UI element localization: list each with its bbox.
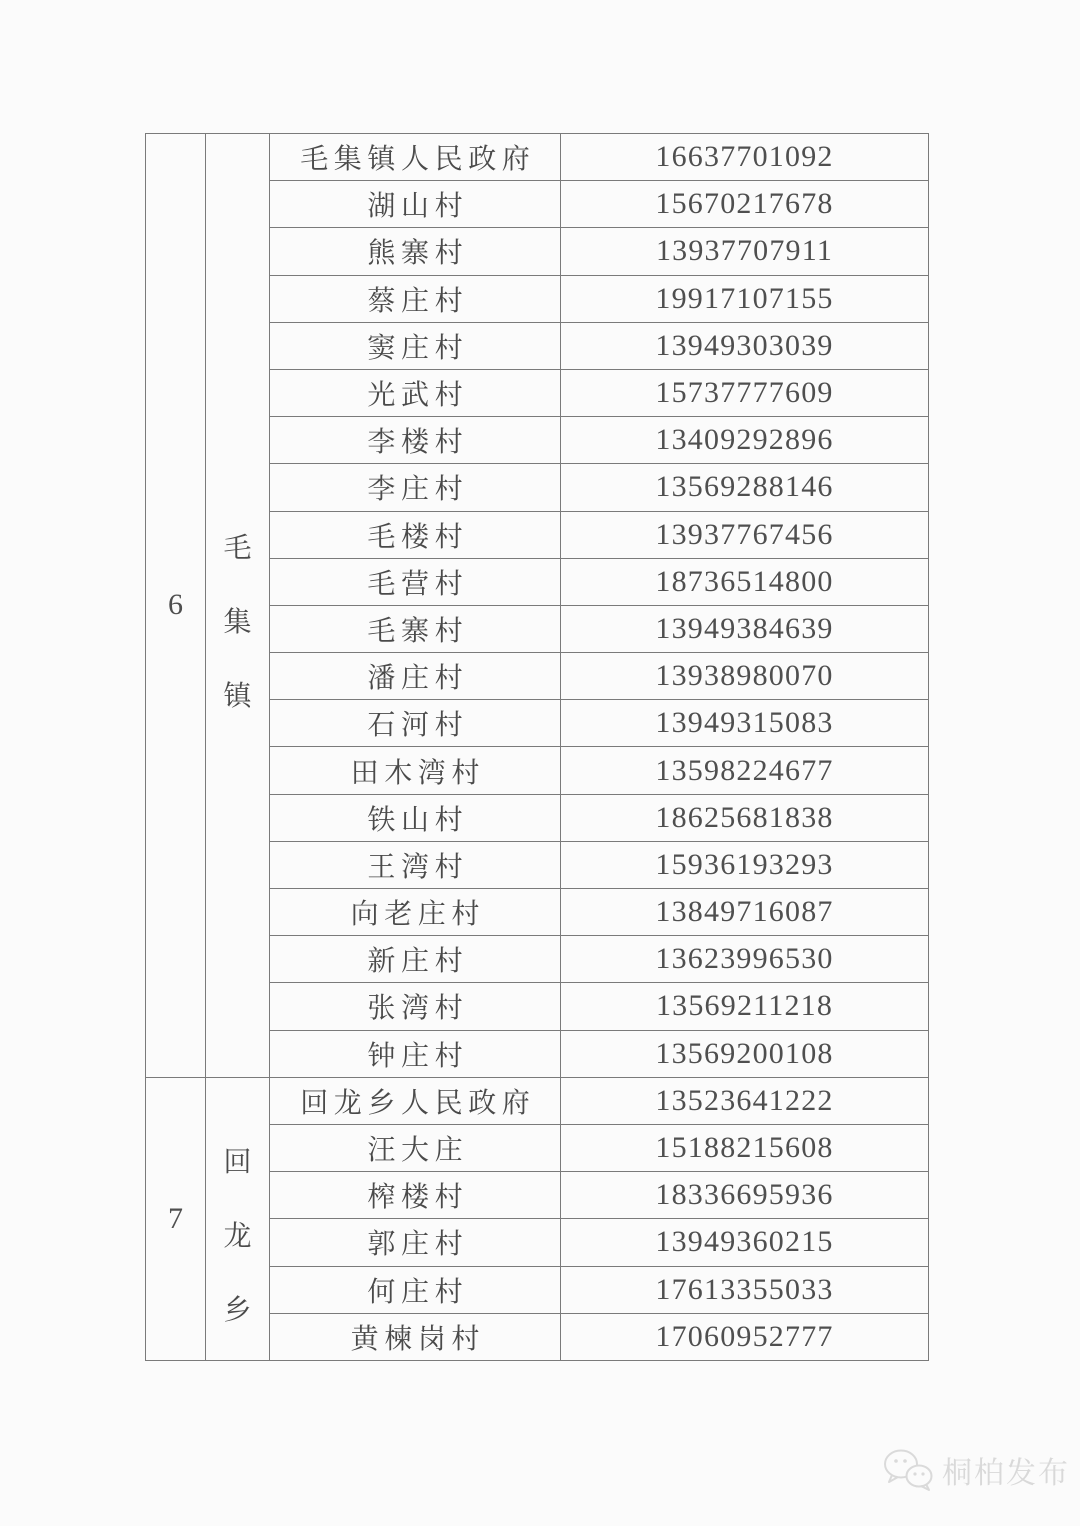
phone-cell: 18336695936 xyxy=(561,1172,929,1219)
phone-cell: 13623996530 xyxy=(561,936,929,983)
village-name-cell: 李庄村 xyxy=(270,464,561,511)
village-name-cell: 榨楼村 xyxy=(270,1172,561,1219)
watermark-label: 桐柏发布 xyxy=(942,1457,1070,1490)
phone-cell: 13598224677 xyxy=(561,747,929,794)
township-char: 回 xyxy=(223,1146,252,1178)
village-name-cell: 向老庄村 xyxy=(270,889,561,936)
phone-cell: 19917107155 xyxy=(561,275,929,322)
township-cell xyxy=(206,134,270,1078)
wechat-icon xyxy=(882,1448,934,1492)
village-name-cell: 铁山村 xyxy=(270,794,561,841)
phone-cell: 15936193293 xyxy=(561,841,929,888)
watermark xyxy=(882,1448,1070,1492)
section-index-cell: 6 xyxy=(146,134,206,1078)
phone-cell: 13949384639 xyxy=(561,605,929,652)
village-name-cell: 回龙乡人民政府 xyxy=(270,1077,561,1124)
village-name-cell: 湖山村 xyxy=(270,181,561,228)
township-char: 集 xyxy=(223,607,252,639)
township-char: 镇 xyxy=(223,681,252,713)
village-name-cell: 潘庄村 xyxy=(270,653,561,700)
village-name-cell: 熊寨村 xyxy=(270,228,561,275)
village-name-cell: 钟庄村 xyxy=(270,1030,561,1077)
village-name-cell: 王湾村 xyxy=(270,841,561,888)
phone-cell: 13949360215 xyxy=(561,1219,929,1266)
township-vertical-label xyxy=(206,535,269,711)
section-index-cell: 7 xyxy=(146,1077,206,1360)
phone-cell: 15737777609 xyxy=(561,369,929,416)
phone-cell: 15188215608 xyxy=(561,1124,929,1171)
phone-cell: 15670217678 xyxy=(561,181,929,228)
phone-cell: 13949303039 xyxy=(561,322,929,369)
table-row xyxy=(146,1077,929,1124)
phone-cell: 13937707911 xyxy=(561,228,929,275)
village-name-cell: 蔡庄村 xyxy=(270,275,561,322)
contact-table xyxy=(145,133,929,1361)
village-name-cell: 郭庄村 xyxy=(270,1219,561,1266)
township-char: 龙 xyxy=(223,1220,252,1252)
phone-cell: 13569288146 xyxy=(561,464,929,511)
phone-cell: 13569200108 xyxy=(561,1030,929,1077)
village-name-cell: 窦庄村 xyxy=(270,322,561,369)
phone-cell: 17060952777 xyxy=(561,1313,929,1360)
village-name-cell: 毛集镇人民政府 xyxy=(270,134,561,181)
township-vertical-label xyxy=(206,1146,269,1326)
phone-cell: 13949315083 xyxy=(561,700,929,747)
phone-cell: 13937767456 xyxy=(561,511,929,558)
village-name-cell: 张湾村 xyxy=(270,983,561,1030)
village-name-cell: 汪大庄 xyxy=(270,1124,561,1171)
village-name-cell: 毛楼村 xyxy=(270,511,561,558)
village-name-cell: 田木湾村 xyxy=(270,747,561,794)
phone-cell: 17613355033 xyxy=(561,1266,929,1313)
village-name-cell: 毛寨村 xyxy=(270,605,561,652)
phone-cell: 13849716087 xyxy=(561,889,929,936)
village-name-cell: 何庄村 xyxy=(270,1266,561,1313)
phone-cell: 13523641222 xyxy=(561,1077,929,1124)
phone-cell: 13569211218 xyxy=(561,983,929,1030)
table-row xyxy=(146,134,929,181)
contact-table-container xyxy=(145,133,929,1361)
village-name-cell: 新庄村 xyxy=(270,936,561,983)
phone-cell: 13938980070 xyxy=(561,653,929,700)
township-char: 乡 xyxy=(223,1294,252,1326)
village-name-cell: 光武村 xyxy=(270,369,561,416)
township-cell xyxy=(206,1077,270,1360)
village-name-cell: 石河村 xyxy=(270,700,561,747)
phone-cell: 18736514800 xyxy=(561,558,929,605)
phone-cell: 18625681838 xyxy=(561,794,929,841)
village-name-cell: 李楼村 xyxy=(270,417,561,464)
village-name-cell: 黄楝岗村 xyxy=(270,1313,561,1360)
township-char: 毛 xyxy=(223,533,252,565)
phone-cell: 13409292896 xyxy=(561,417,929,464)
phone-cell: 16637701092 xyxy=(561,134,929,181)
contact-table-body xyxy=(146,134,929,1361)
village-name-cell: 毛营村 xyxy=(270,558,561,605)
